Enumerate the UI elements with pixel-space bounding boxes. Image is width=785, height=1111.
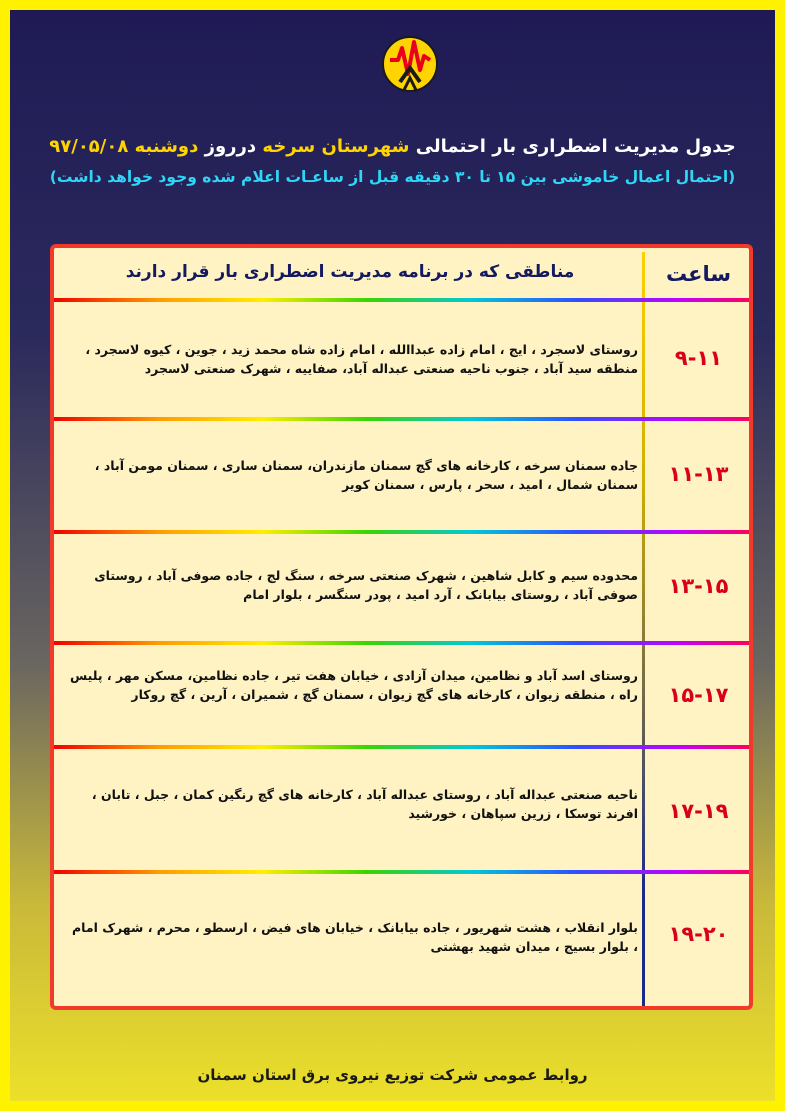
row-areas: جاده سمنان سرخه ، کارخانه های گچ سمنان مازندران، سمنان ساری ، سمنان مومن آباد ، سمنان شمال ، امید ، سحر ، پارس ، سمنان کویر (94, 458, 638, 492)
title-date: دوشنبه ۹۷/۰۵/۰۸ (49, 136, 199, 157)
row-time: ۱۵-۱۷ (668, 683, 729, 707)
row-time: ۱۱-۱۳ (668, 462, 729, 486)
header-areas: مناطقی که در برنامه مدیریت اضطراری بار قرار دارند (125, 262, 575, 282)
footer-credit: روابط عمومی شرکت توزیع نیروی برق استان سمنان (197, 1066, 588, 1084)
page-title (30, 136, 755, 157)
title-part1: جدول مدیریت اضطراری بار احتمالی (409, 136, 736, 157)
row-time: ۱۷-۱۹ (668, 799, 729, 823)
row-areas: روستای لاسجرد ، ایج ، امام زاده عبداالله ، امام زاده شاه محمد زید ، جوین ، کیوه لاسجرد ، منطقه سید آباد ، جنوب ناحیه صنعتی عبداله آباد، صفاییه ، شهرک صنعتی لاسجرد (85, 342, 638, 376)
row-areas: بلوار انقلاب ، هشت شهریور ، جاده بیابانک ، خیابان های فیض ، ارسطو ، محرم ، شهرک امام ، بلوار بسیج ، میدان شهید بهشتی (72, 920, 638, 954)
row-time: ۱۹-۲۰ (668, 922, 729, 946)
title-part2: درروز (198, 136, 263, 157)
row-time: ۱۳-۱۵ (668, 574, 729, 598)
schedule-table (50, 244, 753, 1010)
table-row (54, 749, 749, 870)
table-row (54, 874, 749, 1010)
row-time: ۹-۱۱ (674, 346, 723, 370)
row-areas: ناحیه صنعتی عبداله آباد ، روستای عبداله آباد ، کارخانه های گچ رنگین کمان ، جبل ، تابان ، افرند توسکا ، زرین سپاهان ، خورشید (91, 787, 638, 821)
row-areas: محدوده سیم و کابل شاهین ، شهرک صنعتی سرخه ، سنگ لج ، جاده صوفی آباد ، روستای صوفی آباد ، روستای بیابانک ، آرد امید ، پودر سنگسر ، بلوار امام (94, 568, 638, 602)
page-subtitle: (احتمال اعمال خاموشی بین ۱۵ تا ۳۰ دقیقه قبل از ساعـات اعلام شده وجود خواهد داشت) (49, 168, 736, 186)
table-row (54, 534, 749, 641)
row-areas: روستای اسد آباد و نظامین، میدان آزادی ، خیابان هفت تیر ، جاده نظامین، مسکن مهر ، پلیس راه ، منطقه زیوان ، کارخانه های گچ زیوان ، سمنان گچ ، شمیران ، آرین ، گچ روکار (70, 668, 638, 702)
table-row (54, 645, 749, 745)
table-row (54, 302, 749, 417)
title-county: شهرستان سرخه (262, 136, 410, 157)
electric-lightning-logo-icon (380, 30, 440, 100)
header-time: ساعت (665, 262, 732, 286)
table-row (54, 421, 749, 530)
